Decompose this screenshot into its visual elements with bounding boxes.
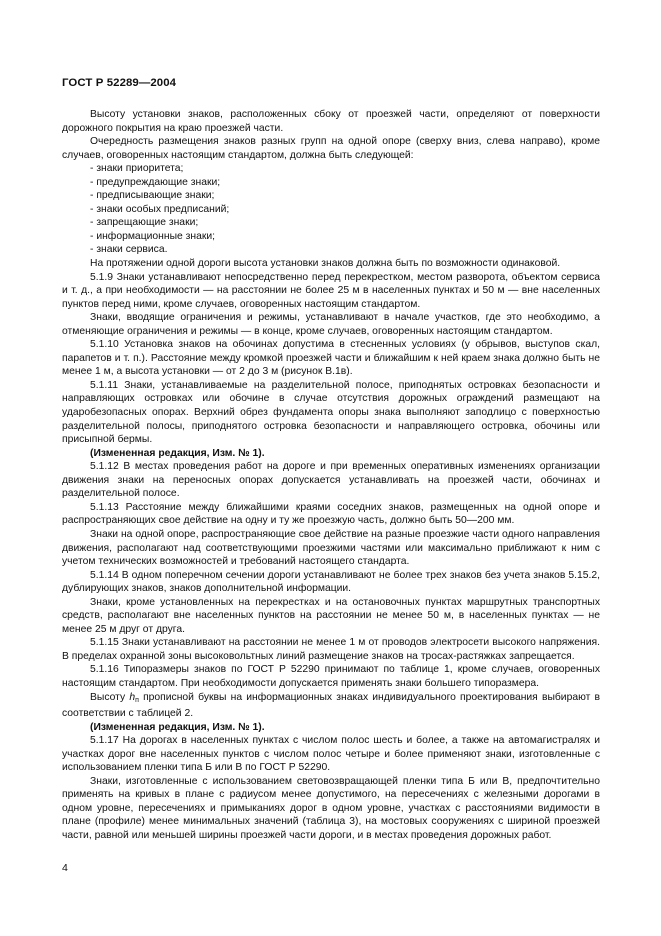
list-item: - знаки особых предписаний; — [90, 203, 230, 215]
clause-5-1-11: 5.1.11 Знаки, устанавливаемые на разделительной полосе, приподнятых островках безопасности и направляющих островках или обочине в случае отсутствия дорожных ограждений размещают на ударобезопасных опорах. Верхний обрез фундамента опоры знака выполняют заподлицо с поверхностью разделительной полосы, приподнятого островка безопасности и направляющего островка, обочины или присыпной бермы. — [62, 379, 600, 446]
clause-5-1-14: 5.1.14 В одном поперечном сечении дороги устанавливают не более трех знаков без учета знаков 5.15.2, дублирующих знаков, знаков дополнительной информации. — [62, 569, 600, 595]
paragraph: Знаки на одной опоре, распространяющие свое действие на разные проезжие части одного направления движения, располагают над соответствующими проезжими частями или максимально приближают к ним с учетом технических возможностей и требований настоящего стандарта. — [62, 528, 600, 568]
paragraph: Очередность размещения знаков разных групп на одной опоре (сверху вниз, слева направо), кроме случаев, оговоренных настоящим стандартом, должна быть следующей: — [62, 136, 600, 161]
list-item: - предупреждающие знаки; — [90, 176, 221, 188]
clause-5-1-13: 5.1.13 Расстояние между ближайшими краями соседних знаков, размещенных на одной опоре и распространяющих свое действие на одну и ту же проезжую часть, должно быть 50—200 мм. — [62, 501, 600, 527]
amendment-note: (Измененная редакция, Изм. № 1). — [90, 447, 265, 459]
clause-5-1-17: 5.1.17 На дорогах в населенных пунктах с числом полос шесть и более, а также на автомагистралях и участках дорог вне населенных пунктов с числом полос четыре и более применяют знаки, изготовленные с использованием пленки типа Б или В по ГОСТ Р 52290. — [62, 735, 600, 774]
list-item: - запрещающие знаки; — [90, 217, 199, 229]
clause-5-1-15: 5.1.15 Знаки устанавливают на расстоянии не менее 1 м от проводов электросети высокого напряжения. В пределах охранной зоны высоковольтных линий размещение знаков на тросах-растяжках запрещается. — [62, 637, 600, 662]
paragraph: Знаки, кроме установленных на перекрестках и на остановочных пунктах маршрутных транспортных средств, располагают вне населенных пунктов на расстоянии не менее 50 м, в населенных пунктах — не менее 25 м друг от друга. — [62, 596, 600, 635]
document-body — [62, 108, 600, 843]
list-item: - информационные знаки; — [90, 230, 216, 242]
list-item: - знаки приоритета; — [90, 163, 184, 175]
paragraph: На протяжении одной дороги высота установки знаков должна быть по возможности одинаковой. — [90, 258, 561, 270]
paragraph: Знаки, вводящие ограничения и режимы, устанавливают в начале участков, где это необходимо, а отменяющие ограничения и режимы — в конце, кроме случаев, оговоренных настоящим стандартом. — [62, 312, 600, 337]
letter-height-paragraph — [62, 691, 600, 721]
clause-5-1-16: 5.1.16 Типоразмеры знаков по ГОСТ Р 52290 принимают по таблице 1, кроме случаев, оговоренных настоящим стандартом. При необходимости допускается применять знаки большего типоразмера. — [62, 664, 600, 689]
clause-5-1-9: 5.1.9 Знаки устанавливают непосредственно перед перекрестком, местом разворота, объектом сервиса и т. д., а при необходимости — на расстоянии не более 25 м в населенных пунктах и 50 м — вне населенных пунктов перед ними, кроме случаев, оговоренных настоящим стандартом. — [62, 271, 600, 310]
page-number: 4 — [62, 862, 68, 874]
list-item: - предписывающие знаки; — [90, 190, 215, 202]
text-fragment: прописной буквы на информационных знаках индивидуального проектирования выбирают в соответствии с таблицей 2. — [62, 691, 601, 720]
height-symbol: h — [129, 691, 136, 703]
amendment-note: (Измененная редакция, Изм. № 1). — [90, 721, 265, 733]
paragraph: Высоту установки знаков, расположенных сбоку от проезжей части, определяют от поверхности дорожного покрытия на краю проезжей части. — [62, 109, 600, 134]
document-header: ГОСТ Р 52289—2004 — [62, 77, 177, 89]
clause-5-1-10: 5.1.10 Установка знаков на обочинах допустима в стесненных условиях (у обрывов, выступов скал, парапетов и т. п.). Расстояние между кромкой проезжей части и ближайшим к ней краем знака должно быть не менее 1 м, а высота установки — от 2 до 3 м (рисунок В.1в). — [62, 339, 600, 378]
text-fragment: Высоту — [90, 691, 130, 703]
clause-5-1-12: 5.1.12 В местах проведения работ на дороге и при временных оперативных изменениях организации движения знаки на переносных опорах допускается устанавливать на проезжей части, обочинах и разделительной полосе. — [62, 461, 600, 500]
paragraph: Знаки, изготовленные с использованием световозвращающей пленки типа Б или В, предпочтительно применять на кривых в плане с радиусом менее допустимого, на пересечениях с железными дорогами в одном уровне, пересечениях и примыканиях дорог в одном уровне, участках с расстояниями видимости в плане (профиле) менее минимальных значений (таблица 3), на мостовых сооружениях с шириной проезжей части, равной или меньшей ширины проезжей части дороги, и в местах проведения дорожных работ. — [62, 775, 600, 841]
list-item: - знаки сервиса. — [90, 244, 168, 256]
height-subscript: п — [135, 696, 139, 704]
